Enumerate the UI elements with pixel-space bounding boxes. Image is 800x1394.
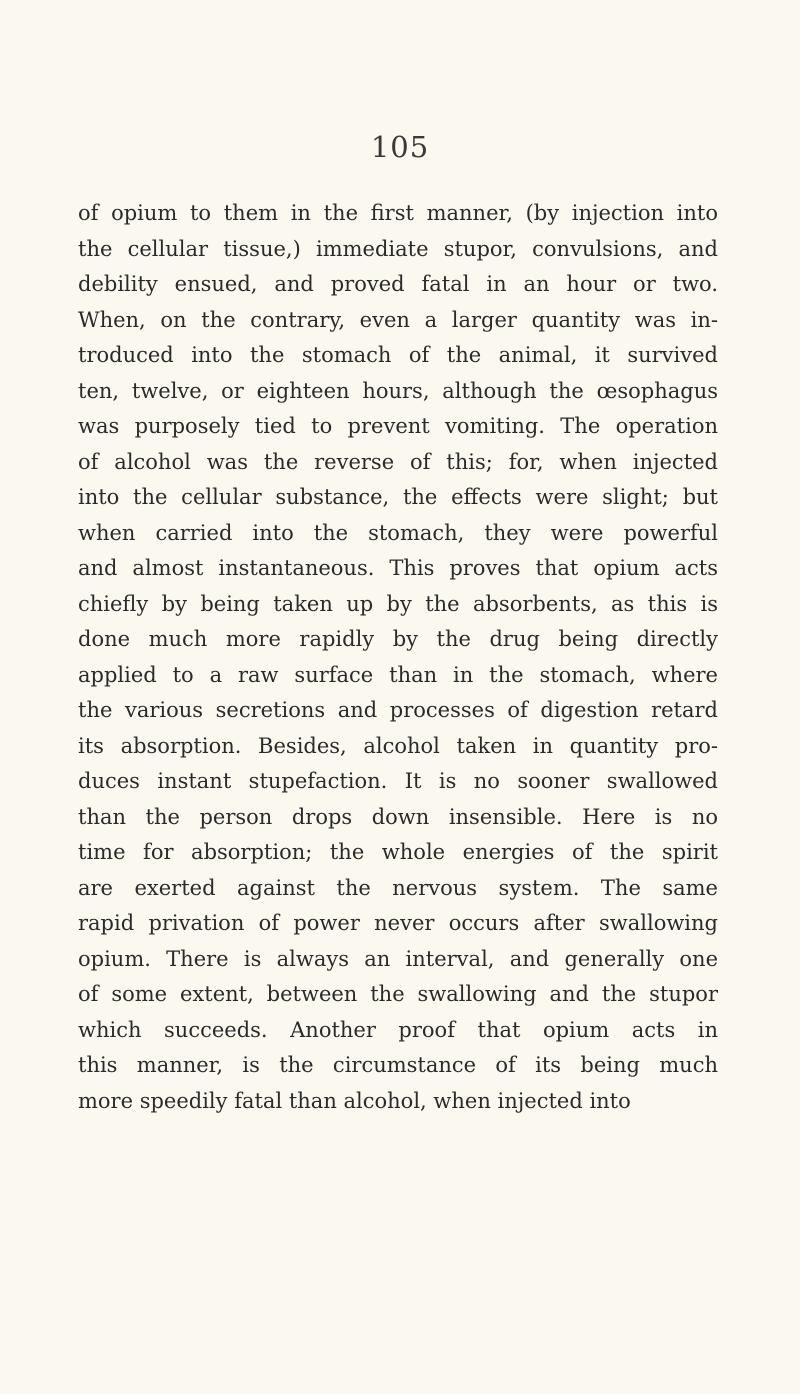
- text-line: of some extent, between the swallowing and the stupor: [78, 982, 718, 1006]
- page-number: 105: [370, 130, 430, 164]
- text-line: more speedily fatal than alcohol, when injected into: [78, 1088, 631, 1113]
- text-line: time for absorption; the whole energies of the spirit: [78, 840, 718, 864]
- text-line: debility ensued, and proved fatal in an hour or two.: [78, 272, 718, 296]
- body-text: [78, 196, 718, 1119]
- text-line: when carried into the stomach, they were powerful: [78, 520, 718, 545]
- text-line: are exerted against the nervous system. The same: [78, 875, 718, 900]
- text-line: than the person drops down insensible. Here is no: [78, 804, 718, 829]
- text-line: into the cellular substance, the effects were slight; but: [78, 485, 718, 509]
- text-line: the various secretions and processes of digestion retard: [78, 698, 718, 722]
- text-line: opium. There is always an interval, and generally one: [78, 946, 718, 971]
- text-line: done much more rapidly by the drug being directly: [78, 627, 718, 651]
- text-line: of opium to them in the first manner, (by injection into: [78, 201, 718, 225]
- text-line: this manner, is the circumstance of its being much: [78, 1053, 718, 1077]
- text-line: duces instant stupefaction. It is no sooner swallowed: [78, 769, 718, 793]
- text-line: and almost instantaneous. This proves that opium acts: [78, 556, 718, 580]
- text-line: of alcohol was the reverse of this; for, when injected: [78, 449, 718, 474]
- text-line: When, on the contrary, even a larger quantity was in-: [78, 307, 718, 332]
- text-line: troduced into the stomach of the animal, it survived: [78, 343, 718, 367]
- text-line: chiefly by being taken up by the absorbents, as this is: [78, 591, 718, 616]
- text-line: was purposely tied to prevent vomiting. The operation: [78, 414, 718, 438]
- text-line: the cellular tissue,) immediate stupor, convulsions, and: [78, 236, 718, 261]
- text-line: applied to a raw surface than in the stomach, where: [78, 662, 718, 687]
- text-line: which succeeds. Another proof that opium acts in: [78, 1017, 718, 1042]
- text-line: its absorption. Besides, alcohol taken in quantity pro-: [78, 733, 718, 758]
- text-line: rapid privation of power never occurs after swallowing: [78, 911, 718, 935]
- text-line: ten, twelve, or eighteen hours, although the œsophagus: [78, 378, 718, 403]
